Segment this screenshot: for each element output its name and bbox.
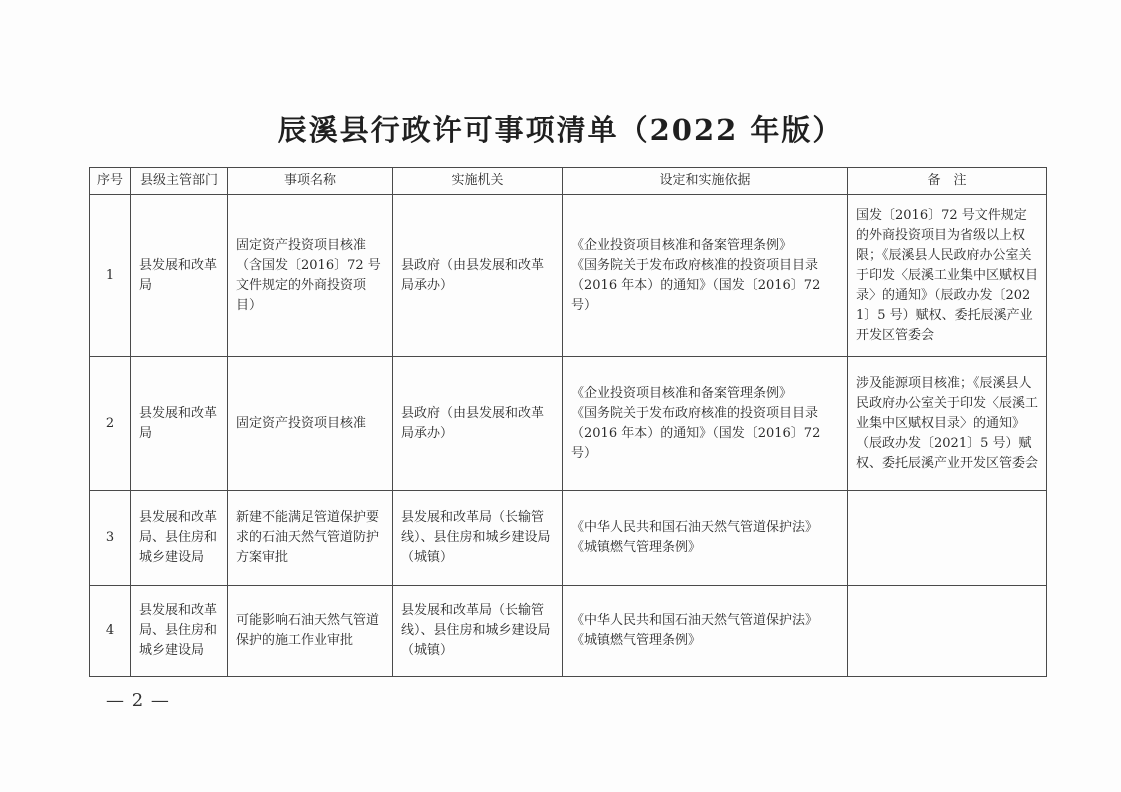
cell-seq: 4 (90, 586, 131, 677)
cell-basis (563, 195, 848, 357)
permit-items-table (89, 167, 1047, 677)
header-dept: 县级主管部门 (131, 168, 228, 195)
cell-note (848, 491, 1047, 586)
cell-dept: 县发展和改革局 (131, 195, 228, 357)
cell-agency: 县发展和改革局（长输管线）、县住房和城乡建设局（城镇） (393, 586, 563, 677)
basis-line: 《国务院关于发布政府核准的投资项目目录（2016 年本）的通知》（国发〔2016〕72 号） (571, 257, 821, 313)
cell-dept: 县发展和改革局 (131, 357, 228, 491)
cell-seq: 3 (90, 491, 131, 586)
cell-item: 可能影响石油天然气管道保护的施工作业审批 (228, 586, 393, 677)
cell-note: 国发〔2016〕72 号文件规定的外商投资项目为省级以上权限；《辰溪县人民政府办公室关于印发〈辰溪工业集中区赋权目录〉的通知》（辰政办发〔2021〕5 号）赋权、委托辰溪产业开发区管委会 (848, 195, 1047, 357)
cell-basis (563, 586, 848, 677)
table-row (90, 491, 1047, 586)
cell-item: 新建不能满足管道保护要求的石油天然气管道防护方案审批 (228, 491, 393, 586)
cell-seq: 1 (90, 195, 131, 357)
cell-note (848, 586, 1047, 677)
cell-dept: 县发展和改革局、县住房和城乡建设局 (131, 586, 228, 677)
header-item: 事项名称 (228, 168, 393, 195)
cell-seq: 2 (90, 357, 131, 491)
basis-line: 《企业投资项目核准和备案管理条例》 (571, 237, 793, 253)
cell-item: 固定资产投资项目核准 (228, 357, 393, 491)
cell-dept: 县发展和改革局、县住房和城乡建设局 (131, 491, 228, 586)
table-header-row (90, 168, 1047, 195)
cell-basis (563, 357, 848, 491)
header-basis: 设定和实施依据 (563, 168, 848, 195)
cell-agency: 县政府（由县发展和改革局承办） (393, 195, 563, 357)
table-row (90, 195, 1047, 357)
table-row (90, 357, 1047, 491)
header-seq: 序号 (90, 168, 131, 195)
header-note: 备 注 (848, 168, 1047, 195)
cell-note: 涉及能源项目核准；《辰溪县人民政府办公室关于印发〈辰溪工业集中区赋权目录〉的通知》（辰政办发〔2021〕5 号）赋权、委托辰溪产业开发区管委会 (848, 357, 1047, 491)
basis-line: 《国务院关于发布政府核准的投资项目目录（2016 年本）的通知》（国发〔2016〕72 号） (571, 405, 821, 461)
basis-line: 《中华人民共和国石油天然气管道保护法》 (571, 613, 819, 628)
cell-basis (563, 491, 848, 586)
cell-item: 固定资产投资项目核准（含国发〔2016〕72 号文件规定的外商投资项目） (228, 195, 393, 357)
basis-line: 《城镇燃气管理条例》 (571, 633, 702, 648)
basis-line: 《中华人民共和国石油天然气管道保护法》 (571, 520, 819, 535)
table-row (90, 586, 1047, 677)
page-number: — 2 — (106, 690, 170, 711)
cell-agency: 县发展和改革局（长输管线）、县住房和城乡建设局（城镇） (393, 491, 563, 586)
cell-agency: 县政府（由县发展和改革局承办） (393, 357, 563, 491)
header-agency: 实施机关 (393, 168, 563, 195)
basis-line: 《城镇燃气管理条例》 (571, 540, 702, 555)
document-title: 辰溪县行政许可事项清单（2022 年版） (277, 113, 844, 147)
basis-line: 《企业投资项目核准和备案管理条例》 (571, 385, 793, 401)
